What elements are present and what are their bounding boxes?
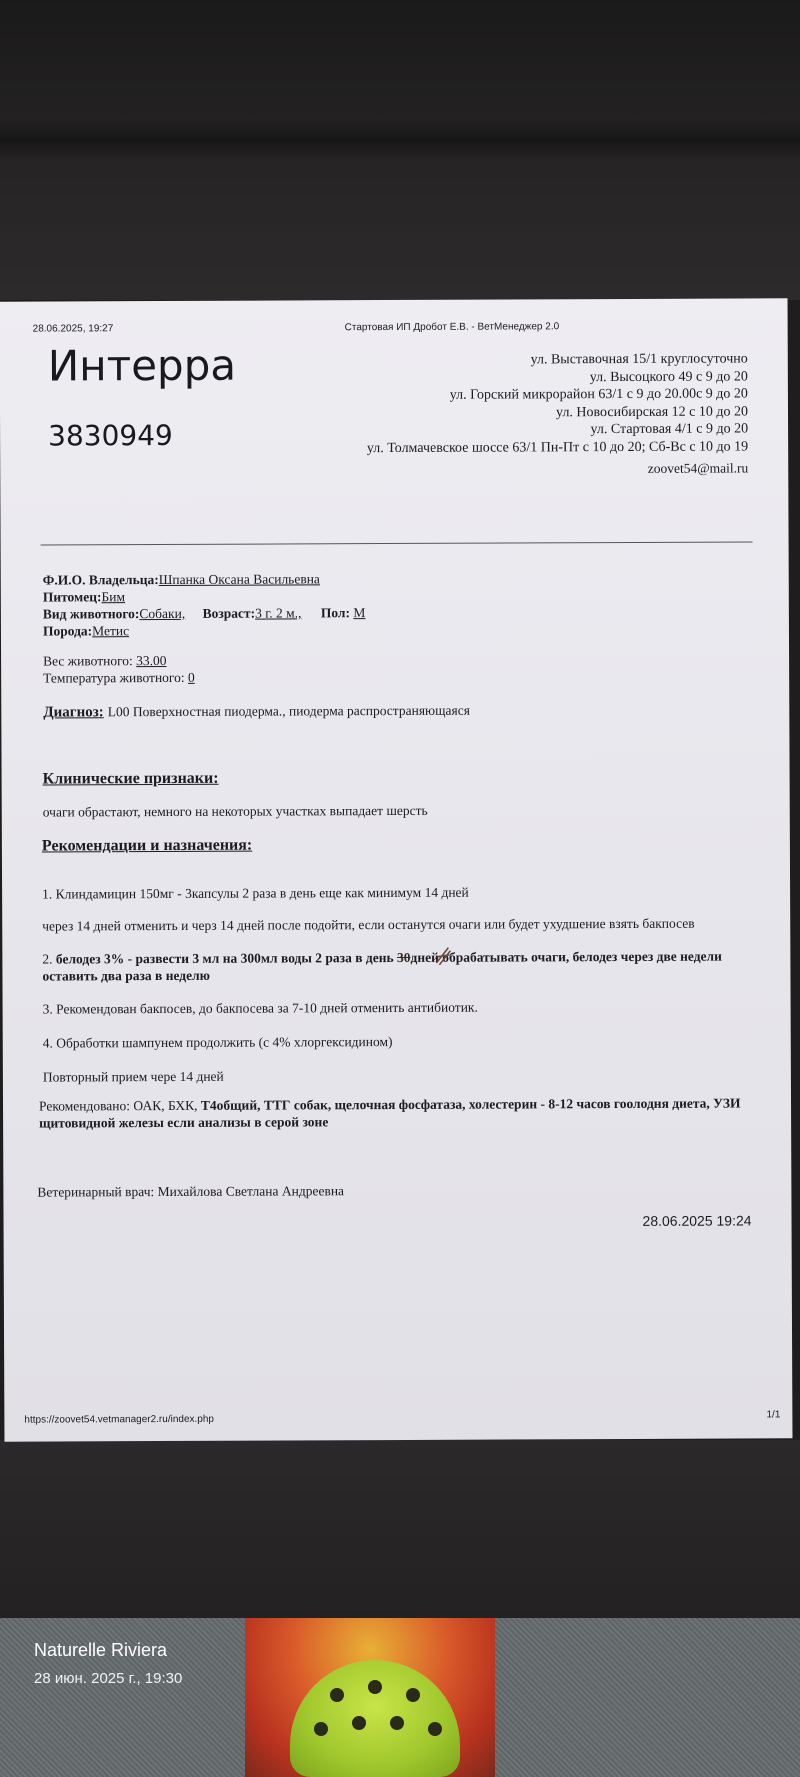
address-line: ул. Горский микрорайон 63/1 с 9 до 20.00с 9 до 20	[449, 386, 748, 403]
tests-bold: Т4общий, ТТГ собак, щелочная фосфатаза, холестерин - 8-12 часов гоолодня диета, УЗИ щитовидной железы если анализы в серой зоне	[39, 1095, 741, 1131]
item-2-number: 2.	[42, 951, 53, 967]
species-label: Вид животного:	[42, 606, 140, 622]
signature-date: 28.06.2025 19:24	[642, 1212, 752, 1229]
breed-line	[43, 623, 129, 639]
address-line: ул. Стартовая 4/1 с 9 до 20	[590, 421, 749, 438]
owner-value: Шпанка Оксана Васильевна	[158, 571, 320, 588]
recommended-tests	[39, 1094, 759, 1131]
photo-location: Naturelle Riviera	[34, 1640, 168, 1660]
recommendation-item-1-note: через 14 дней отменить и черз 14 дней после подойти, если останутся очаги или будет ухудшение взять бакпосев	[42, 915, 695, 934]
weight-line	[43, 653, 167, 670]
photo-datetime: 28 июн. 2025 г., 19:30	[34, 1670, 183, 1687]
repeat-visit: Повторный прием чере 14 дней	[42, 1068, 224, 1085]
handwritten-correction-mark	[434, 945, 452, 967]
species-line	[43, 605, 366, 622]
age-value: 3 г. 2 м.,	[255, 605, 302, 621]
page-number: 1/1	[766, 1409, 781, 1421]
recommendation-item-3: 3. Рекомендован бакпосев, до бакпосева за 7-10 дней отменить антибиотик.	[42, 999, 478, 1017]
pet-label: Питомец:	[42, 589, 102, 605]
address-line: ул. Новосибирская 12 с 10 до 20	[556, 403, 749, 420]
background-band	[0, 120, 800, 160]
sex-value: М	[353, 605, 366, 621]
diagnosis-value: L00 Поверхностная пиодерма., пиодерма распространяющаяся	[107, 702, 470, 720]
address-line: ул. Толмачевское шоссе 63/1 Пн-Пт с 10 до 20; Сб-Вс с 10 до 19	[366, 438, 749, 456]
item-2-text-b: дней обрабатывать очаги, белодез через две недели оставить два раза в неделю	[42, 948, 722, 984]
owner-line	[43, 571, 320, 588]
divider	[41, 541, 753, 545]
sex-label: Пол:	[320, 605, 351, 621]
weight-value: 33.00	[136, 652, 167, 669]
item-2-text-a: белодез 3% - развести 3 мл на 300мл воды 2 раза в день	[55, 950, 394, 967]
background-bottom	[0, 1440, 800, 1620]
clinic-name: Интерра	[47, 340, 237, 391]
breed-label: Порода:	[42, 623, 93, 639]
species-value: Собаки,	[139, 605, 186, 622]
print-url: https://zoovet54.vetmanager2.ru/index.php	[24, 1413, 214, 1426]
print-title: Стартовая ИП Дробот Е.В. - ВетМенеджер 2.0	[344, 321, 560, 334]
address-line: ул. Высоцкого 49 с 9 до 20	[589, 368, 748, 385]
pet-line	[43, 589, 125, 605]
temperature-label: Температура животного:	[43, 669, 185, 686]
diagnosis-label: Диагноз:	[43, 704, 104, 721]
print-datetime: 28.06.2025, 19:27	[32, 323, 114, 335]
pet-value: Бим	[101, 589, 126, 605]
recommendation-item-4: 4. Обработки шампунем продолжить (с 4% хлоргексидином)	[42, 1034, 393, 1051]
clinic-number: 3830949	[48, 418, 173, 453]
diagnosis-line	[43, 702, 470, 722]
document-page	[0, 298, 792, 1441]
clinical-heading: Клинические признаки:	[42, 769, 219, 788]
age-label: Возраст:	[202, 605, 256, 621]
recommendations-heading: Рекомендации и назначения:	[41, 836, 253, 855]
address-line: ул. Выставочная 15/1 круглосуточно	[530, 351, 748, 368]
item-2-days: 30	[396, 949, 411, 965]
breed-value: Метис	[92, 623, 130, 639]
clinical-text: очаги обрастают, немного на некоторых участках выпадает шерсть	[42, 802, 428, 820]
owner-label: Ф.И.О. Владельца:	[42, 572, 159, 588]
temperature-value: 0	[187, 669, 195, 685]
temperature-line	[43, 670, 195, 687]
clinic-addresses	[366, 350, 748, 457]
weight-label: Вес животного:	[43, 653, 133, 669]
recommendation-item-1: 1. Клиндамицин 150мг - 3капсулы 2 раза в день еще как минимум 14 дней	[42, 884, 469, 902]
vet-name: Ветеринарный врач: Михайлова Светлана Андреевна	[37, 1183, 345, 1200]
tests-prefix: Рекомендовано: ОАК, БХК,	[38, 1097, 198, 1114]
recommendation-item-2	[42, 947, 762, 984]
clinic-email: zoovet54@mail.ru	[647, 460, 749, 476]
